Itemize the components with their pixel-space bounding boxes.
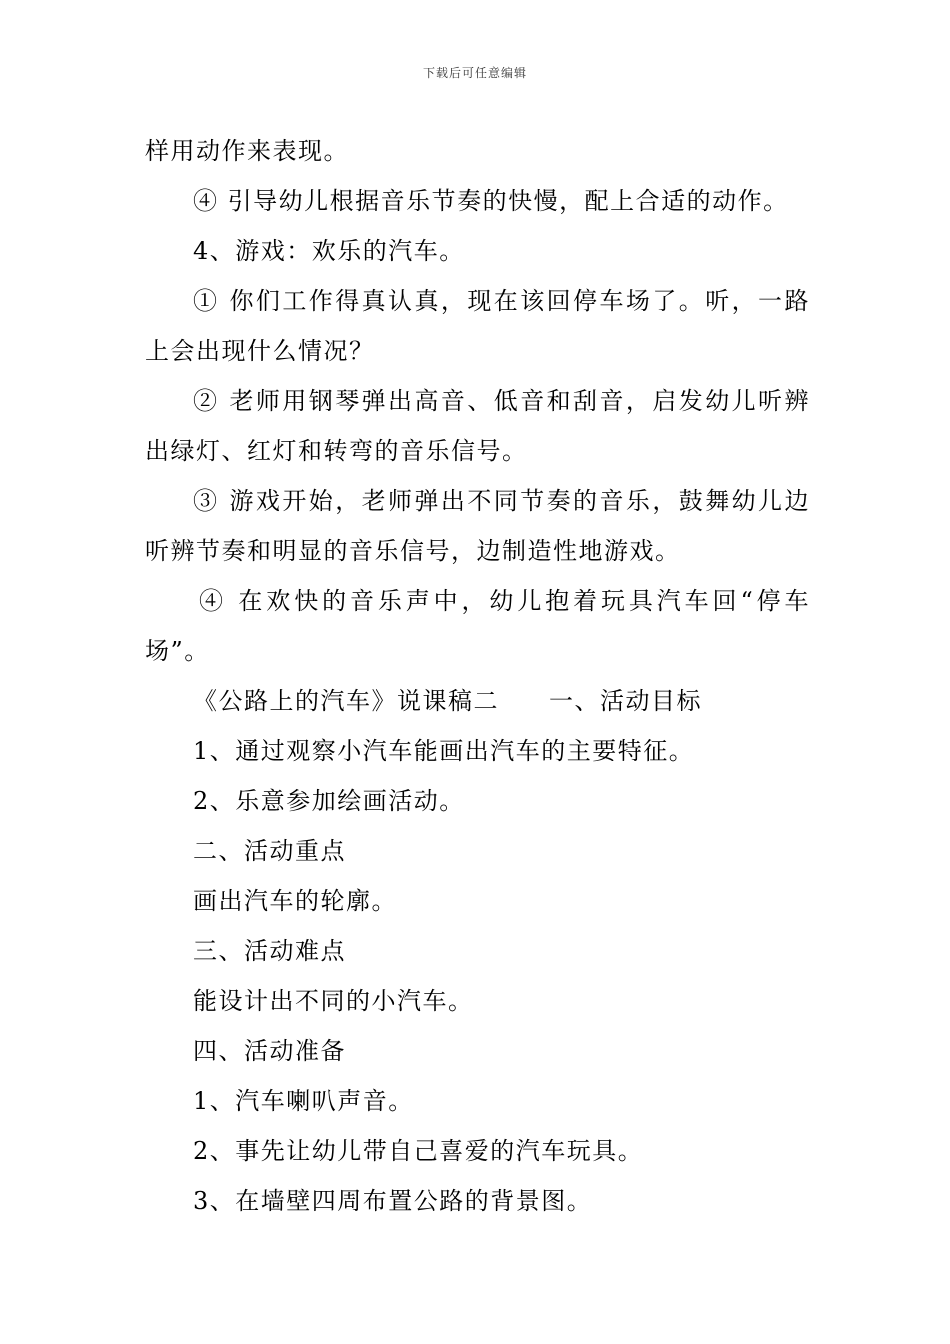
section-heading: 一、活动目标 xyxy=(549,687,702,715)
paragraph-line: 能设计出不同的小汽车。 xyxy=(193,987,474,1015)
paragraph-line-text: ④ 在欢快的音乐声中，幼儿抱着玩具汽车回“停车 xyxy=(199,587,810,615)
paragraph-line-text: ③ 游戏开始，老师弹出不同节奏的音乐，鼓舞幼儿边 xyxy=(193,487,810,515)
paragraph-line: 场”。 xyxy=(145,637,210,665)
page-header-note: 下载后可任意编辑 xyxy=(422,66,527,80)
paragraph-line: 1、通过观察小汽车能画出汽车的主要特征。 xyxy=(193,737,695,765)
paragraph-line: 1、汽车喇叭声音。 xyxy=(193,1087,414,1115)
paragraph-line: 出绿灯、红灯和转弯的音乐信号。 xyxy=(145,437,528,465)
section-heading: 二、活动重点 xyxy=(193,837,346,865)
document-body xyxy=(145,126,810,1226)
paragraph-line: 样用动作来表现。 xyxy=(145,137,349,165)
paragraph-line xyxy=(145,476,810,526)
paragraph-line: 3、在墙壁四周布置公路的背景图。 xyxy=(193,1187,593,1215)
paragraph-line-text: ① 你们工作得真认真，现在该回停车场了。听，一路 xyxy=(193,287,810,315)
section-heading: 四、活动准备 xyxy=(193,1037,346,1065)
paragraph-line xyxy=(145,276,810,326)
paragraph-line: 2、事先让幼儿带自己喜爱的汽车玩具。 xyxy=(193,1137,644,1165)
paragraph-line xyxy=(145,576,810,626)
paragraph-line: 2、乐意参加绘画活动。 xyxy=(193,787,465,815)
document-subtitle: 《公路上的汽车》说课稿二 xyxy=(193,687,499,715)
paragraph-line-text: ② 老师用钢琴弹出高音、低音和刮音，启发幼儿听辨 xyxy=(193,387,810,415)
paragraph-line: 上会出现什么情况？ xyxy=(145,337,375,365)
section-heading-line xyxy=(145,676,810,726)
paragraph-line: 4、游戏：欢乐的汽车。 xyxy=(193,237,465,265)
paragraph-line: ④ 引导幼儿根据音乐节奏的快慢，配上合适的动作。 xyxy=(193,187,789,215)
paragraph-line: 听辨节奏和明显的音乐信号，边制造性地游戏。 xyxy=(145,537,681,565)
section-heading: 三、活动难点 xyxy=(193,937,346,965)
paragraph-line: 画出汽车的轮廓。 xyxy=(193,887,397,915)
paragraph-line xyxy=(145,376,810,426)
